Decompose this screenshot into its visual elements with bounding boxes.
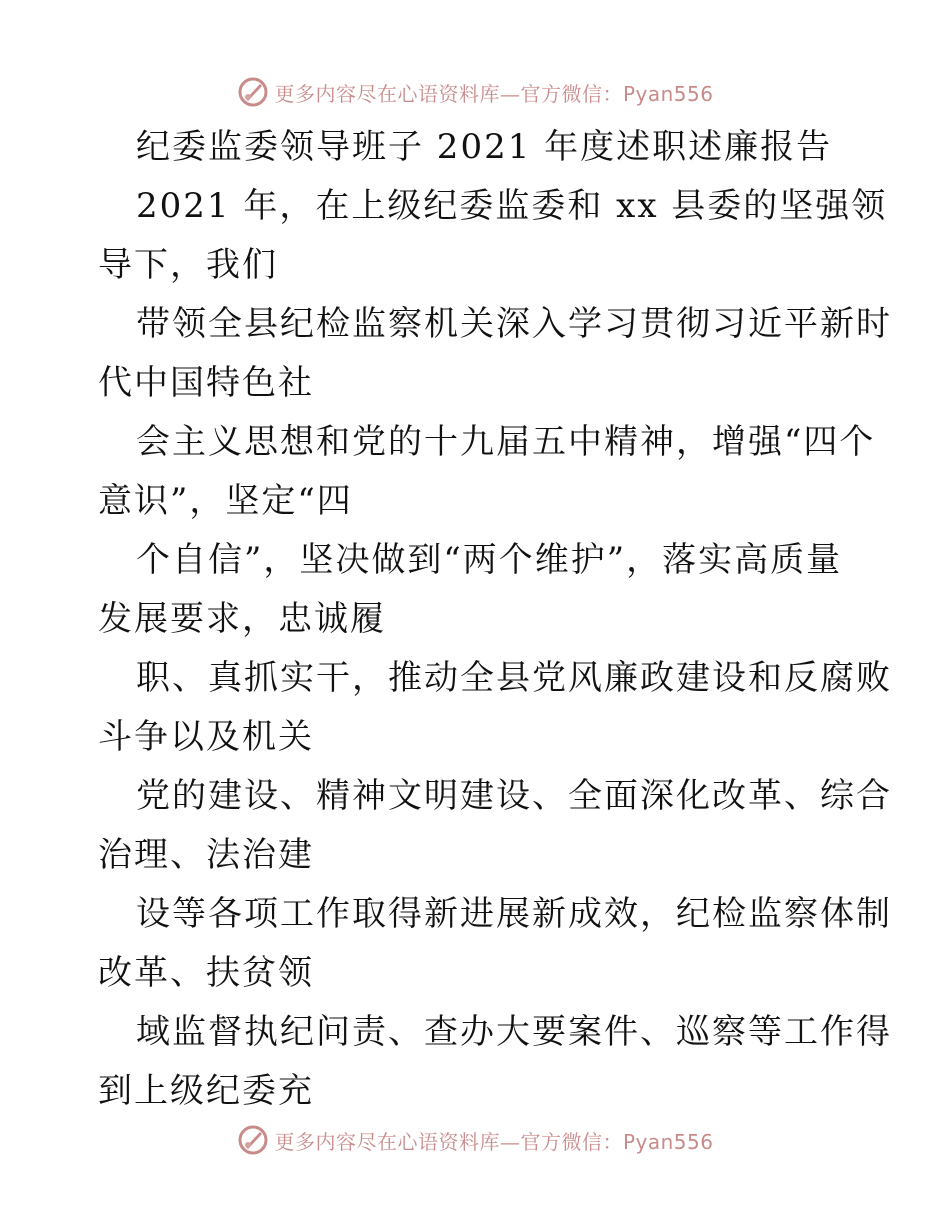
- document-body: [98, 118, 892, 1121]
- paragraph-line: 职、真抓实干，推动全县党风廉政建设和反腐败: [136, 658, 892, 698]
- paragraph-line: 2021 年，在上级纪委监委和 xx 县委的坚强领: [136, 186, 888, 226]
- watermark-prefix: 更多内容尽在心语资料库—: [274, 1129, 521, 1154]
- paragraph-line: 域监督执纪问责、查办大要案件、巡察等工作得: [136, 1012, 892, 1052]
- paragraph-line: 治理、法治建: [98, 835, 314, 875]
- header-watermark: [0, 72, 950, 112]
- quill-seal-icon: [236, 75, 270, 109]
- document-title: 纪委监委领导班子 2021 年度述职述廉报告: [136, 127, 833, 167]
- paragraph-line: 代中国特色社: [98, 363, 314, 403]
- quill-seal-icon: [236, 1123, 270, 1157]
- watermark-text: [274, 1126, 713, 1155]
- paragraph-line: 斗争以及机关: [98, 717, 314, 757]
- watermark-wechat: 官方微信：Pyan556: [520, 81, 714, 106]
- paragraph-line: 会主义思想和党的十九届五中精神，增强“四个: [136, 422, 876, 462]
- paragraph-line: 意识”，坚定“四: [98, 481, 353, 521]
- paragraph-line: 设等各项工作取得新进展新成效，纪检监察体制: [136, 894, 892, 934]
- footer-watermark: [0, 1120, 950, 1160]
- paragraph-line: 导下，我们: [98, 245, 278, 285]
- watermark-prefix: 更多内容尽在心语资料库—: [274, 81, 521, 106]
- watermark-wechat: 官方微信：Pyan556: [520, 1129, 714, 1154]
- paragraph-line: 到上级纪委充: [98, 1071, 314, 1111]
- paragraph-line: 带领全县纪检监察机关深入学习贯彻习近平新时: [136, 304, 892, 344]
- paragraph-line: 改革、扶贫领: [98, 953, 314, 993]
- paragraph-line: 党的建设、精神文明建设、全面深化改革、综合: [136, 776, 892, 816]
- paragraph-line: 个自信”，坚决做到“两个维护”，落实高质量: [136, 540, 843, 580]
- paragraph-line: 发展要求，忠诚履: [98, 599, 386, 639]
- watermark-text: [274, 78, 713, 107]
